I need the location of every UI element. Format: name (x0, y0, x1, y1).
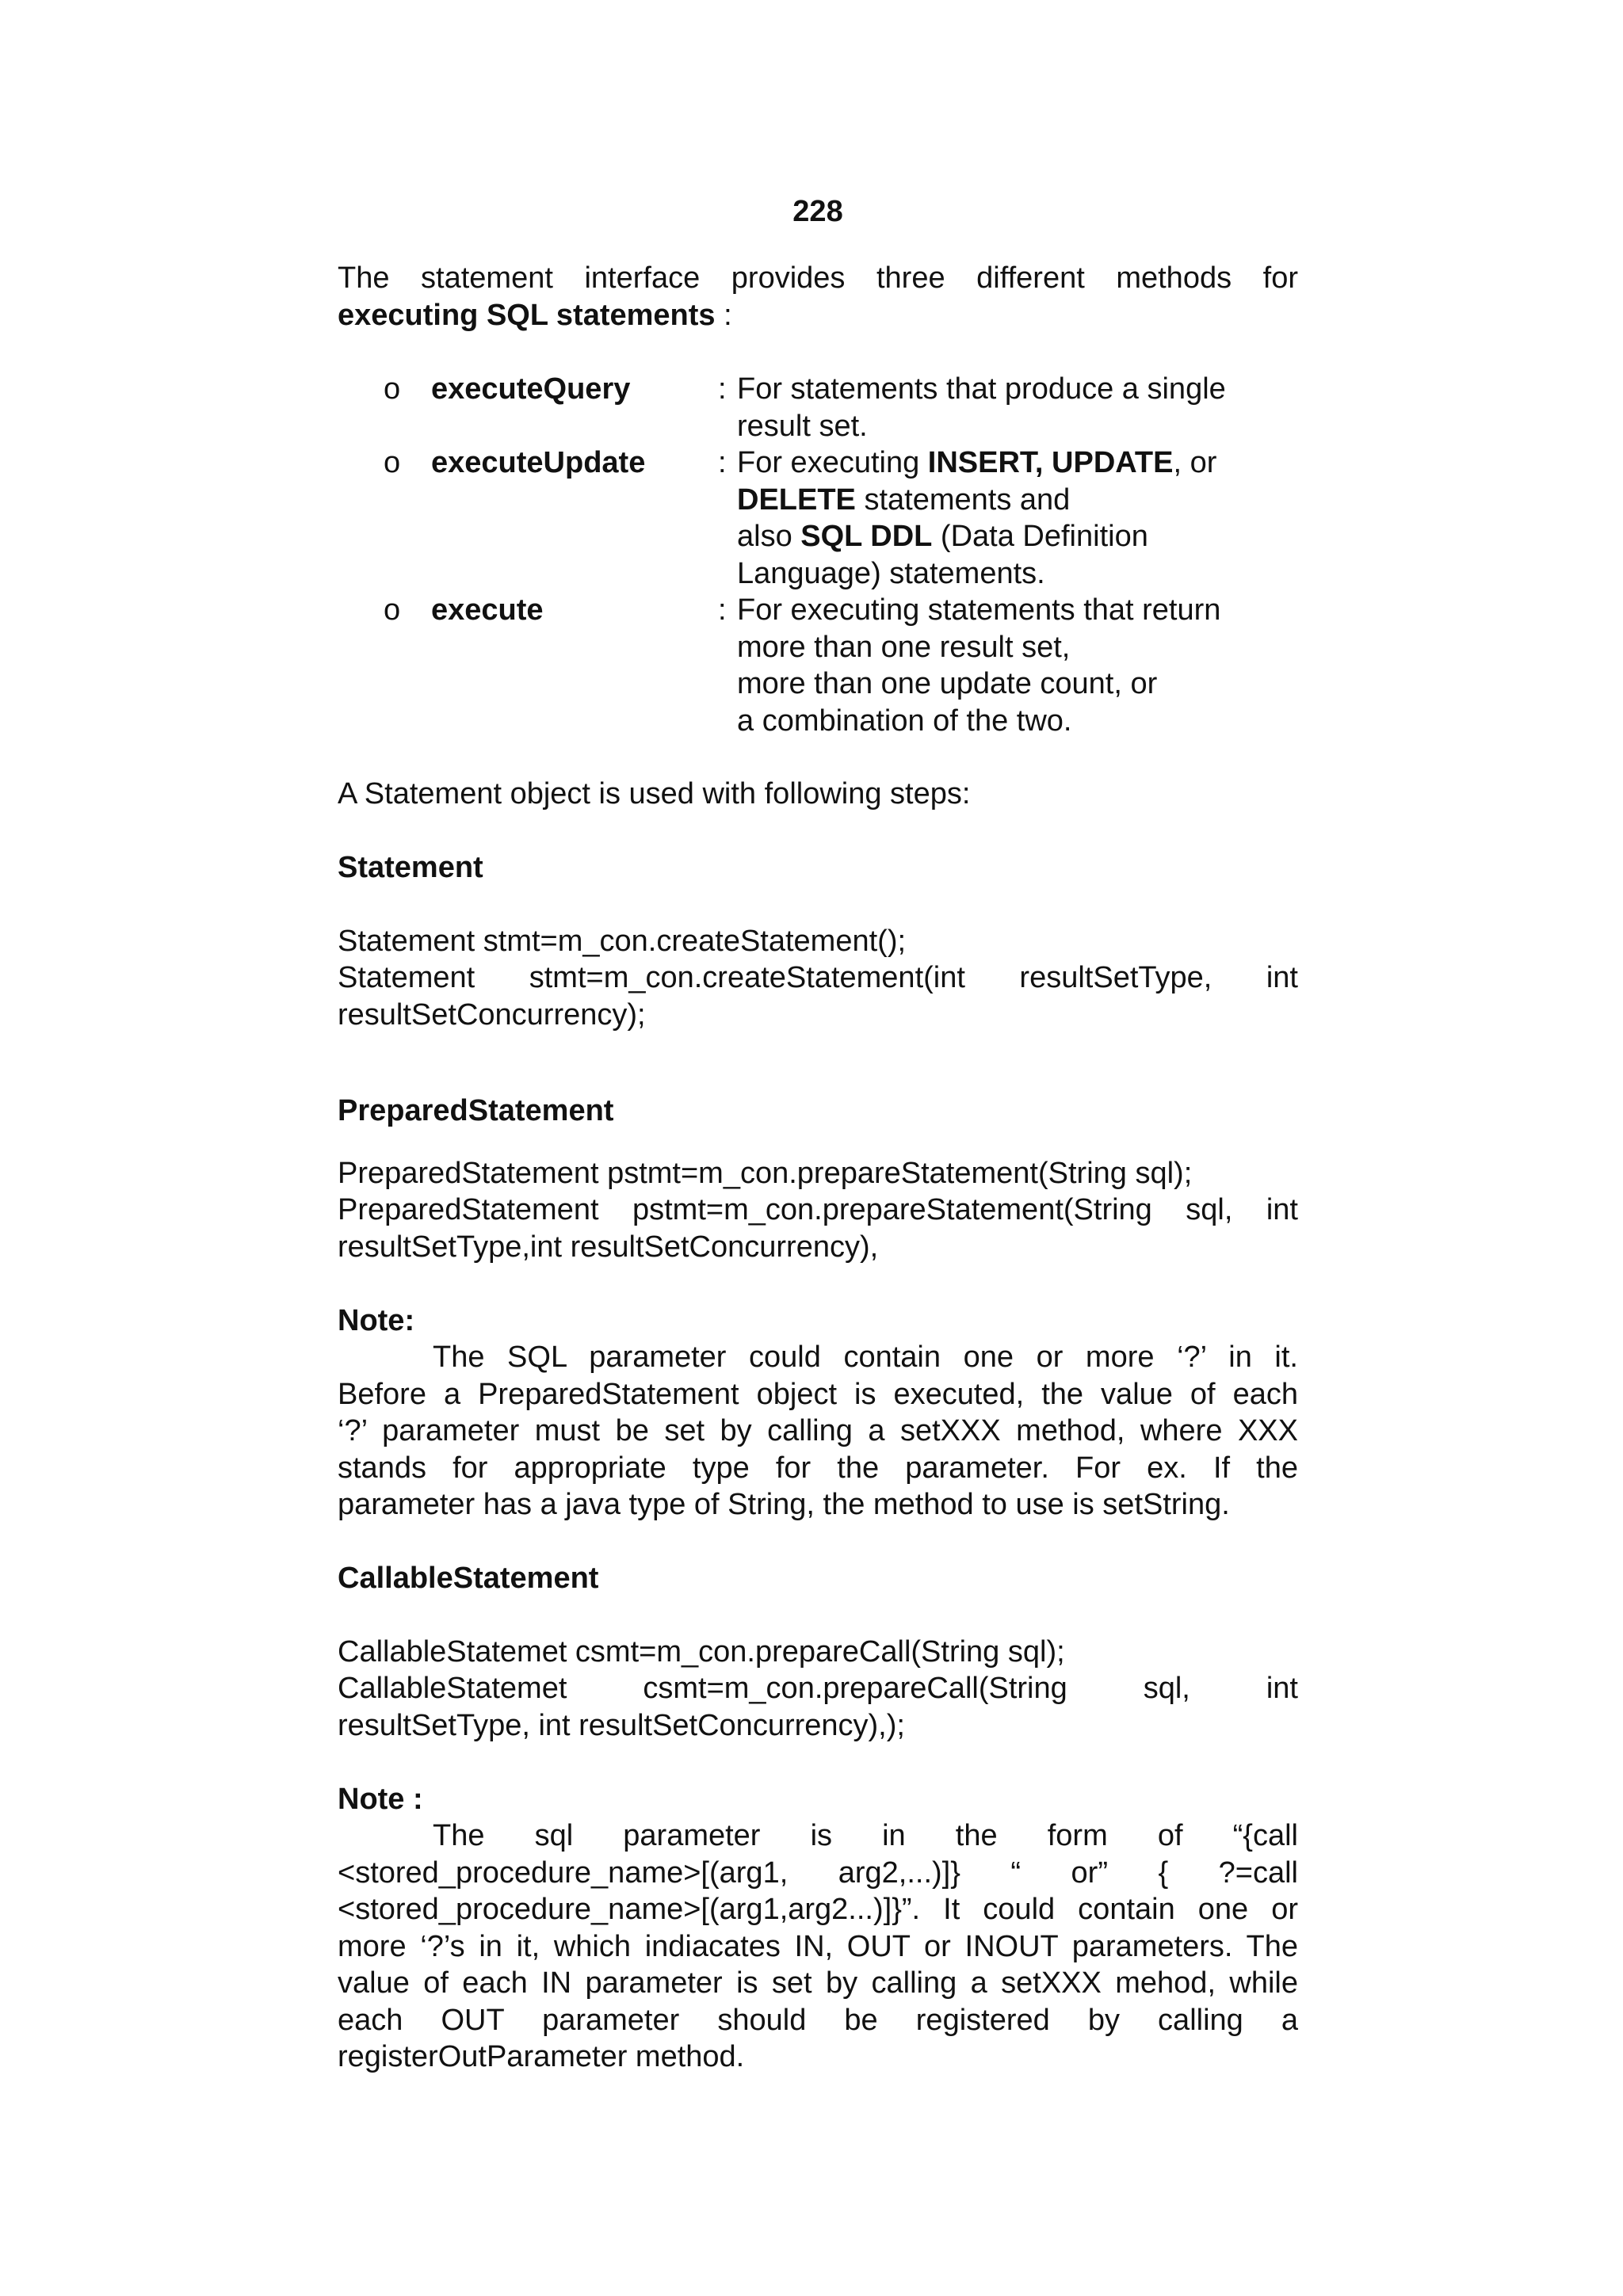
note-line: <stored_procedure_name>[(arg1,arg2...)]}”. It could contain one or (338, 1893, 1298, 1926)
code-line: CallableStatemet csmt=m_con.prepareCall(String sql, int (338, 1672, 1298, 1705)
note-line: ‘?’ parameter must be set by calling a setXXX method, where XXX (338, 1414, 1298, 1447)
code-line: resultSetConcurrency); (338, 998, 646, 1032)
desc-text: statements and (855, 482, 1071, 517)
note-heading: Note: (338, 1304, 415, 1337)
desc-line: more than one result set, (737, 630, 1071, 664)
desc-line: more than one update count, or (737, 667, 1158, 700)
desc-line (737, 482, 1292, 519)
note-paragraph (338, 1339, 1298, 1524)
heading-preparedstatement: PreparedStatement (338, 1094, 614, 1127)
note-line: stands for appropriate type for the parameter. For ex. If the (338, 1451, 1298, 1485)
code-line: resultSetType, int resultSetConcurrency),); (338, 1709, 905, 1742)
note-line: <stored_procedure_name>[(arg1, arg2,...)]} “ or” { ?=call (338, 1855, 1298, 1890)
method-name-executeupdate: executeUpdate (431, 446, 646, 479)
steps-intro: A Statement object is used with following steps: (338, 777, 971, 810)
heading-callablestatement: CallableStatement (338, 1562, 599, 1595)
note-line: each OUT parameter should be registered by calling a (338, 2003, 1298, 2037)
bullet-marker: o (384, 593, 401, 627)
desc-bold: SQL DDL (800, 520, 933, 553)
desc-line: result set. (737, 409, 868, 443)
code-line: Statement stmt=m_con.createStatement(); (338, 925, 907, 958)
code-line: resultSetType,int resultSetConcurrency), (338, 1230, 879, 1264)
code-line: PreparedStatement pstmt=m_con.prepareStatement(String sql); (338, 1157, 1193, 1190)
desc-bold: INSERT, UPDATE (927, 446, 1174, 479)
note-line: The SQL parameter could contain one or more ‘?’ in it. (433, 1341, 1298, 1374)
note-paragraph (338, 1817, 1298, 2076)
method-desc-executequery (737, 371, 1292, 444)
note-line: registerOutParameter method. (338, 2040, 745, 2073)
method-name-execute: execute (431, 593, 544, 627)
method-desc-execute (737, 592, 1292, 739)
intro-line-1: The statement interface provides three different methods for (338, 261, 1298, 295)
desc-text: For executing (737, 446, 928, 479)
method-name-executequery: executeQuery (431, 372, 631, 406)
bullet-marker: o (384, 372, 401, 406)
note-line: value of each IN parameter is set by calling a setXXX mehod, while (338, 1966, 1298, 2000)
note-line: parameter has a java type of String, the method to use is setString. (338, 1488, 1230, 1521)
method-colon: : (718, 372, 727, 406)
desc-line (737, 444, 1292, 482)
method-colon: : (718, 593, 727, 627)
desc-line: a combination of the two. (737, 704, 1072, 738)
note-line: more ‘?’s in it, which indiacates IN, OUT or INOUT parameters. The (338, 1929, 1298, 1963)
desc-text: (Data Definition (932, 520, 1148, 553)
note-line: The sql parameter is in the form of “{call (433, 1819, 1298, 1852)
desc-text: , or (1173, 446, 1217, 479)
desc-text: also (737, 520, 801, 553)
method-colon: : (718, 446, 727, 479)
bullet-marker: o (384, 446, 401, 479)
desc-bold: DELETE (737, 482, 856, 517)
desc-line: For executing statements that return (737, 593, 1221, 627)
desc-line (737, 518, 1292, 555)
page-number: 228 (792, 195, 843, 228)
intro-line-2 (338, 297, 1298, 334)
desc-line: Language) statements. (737, 556, 1045, 590)
heading-statement: Statement (338, 851, 483, 884)
code-line: Statement stmt=m_con.createStatement(int resultSetType, int (338, 961, 1298, 994)
intro-rest: : (715, 299, 732, 332)
code-line: CallableStatemet csmt=m_con.prepareCall(String sql); (338, 1635, 1065, 1669)
code-line: PreparedStatement pstmt=m_con.prepareStatement(String sql, int (338, 1193, 1298, 1226)
note-heading: Note : (338, 1783, 423, 1816)
desc-line: For statements that produce a single (737, 372, 1226, 406)
note-line: Before a PreparedStatement object is executed, the value of each (338, 1377, 1298, 1411)
method-desc-executeupdate (737, 444, 1292, 592)
intro-bold: executing SQL statements (338, 299, 716, 332)
